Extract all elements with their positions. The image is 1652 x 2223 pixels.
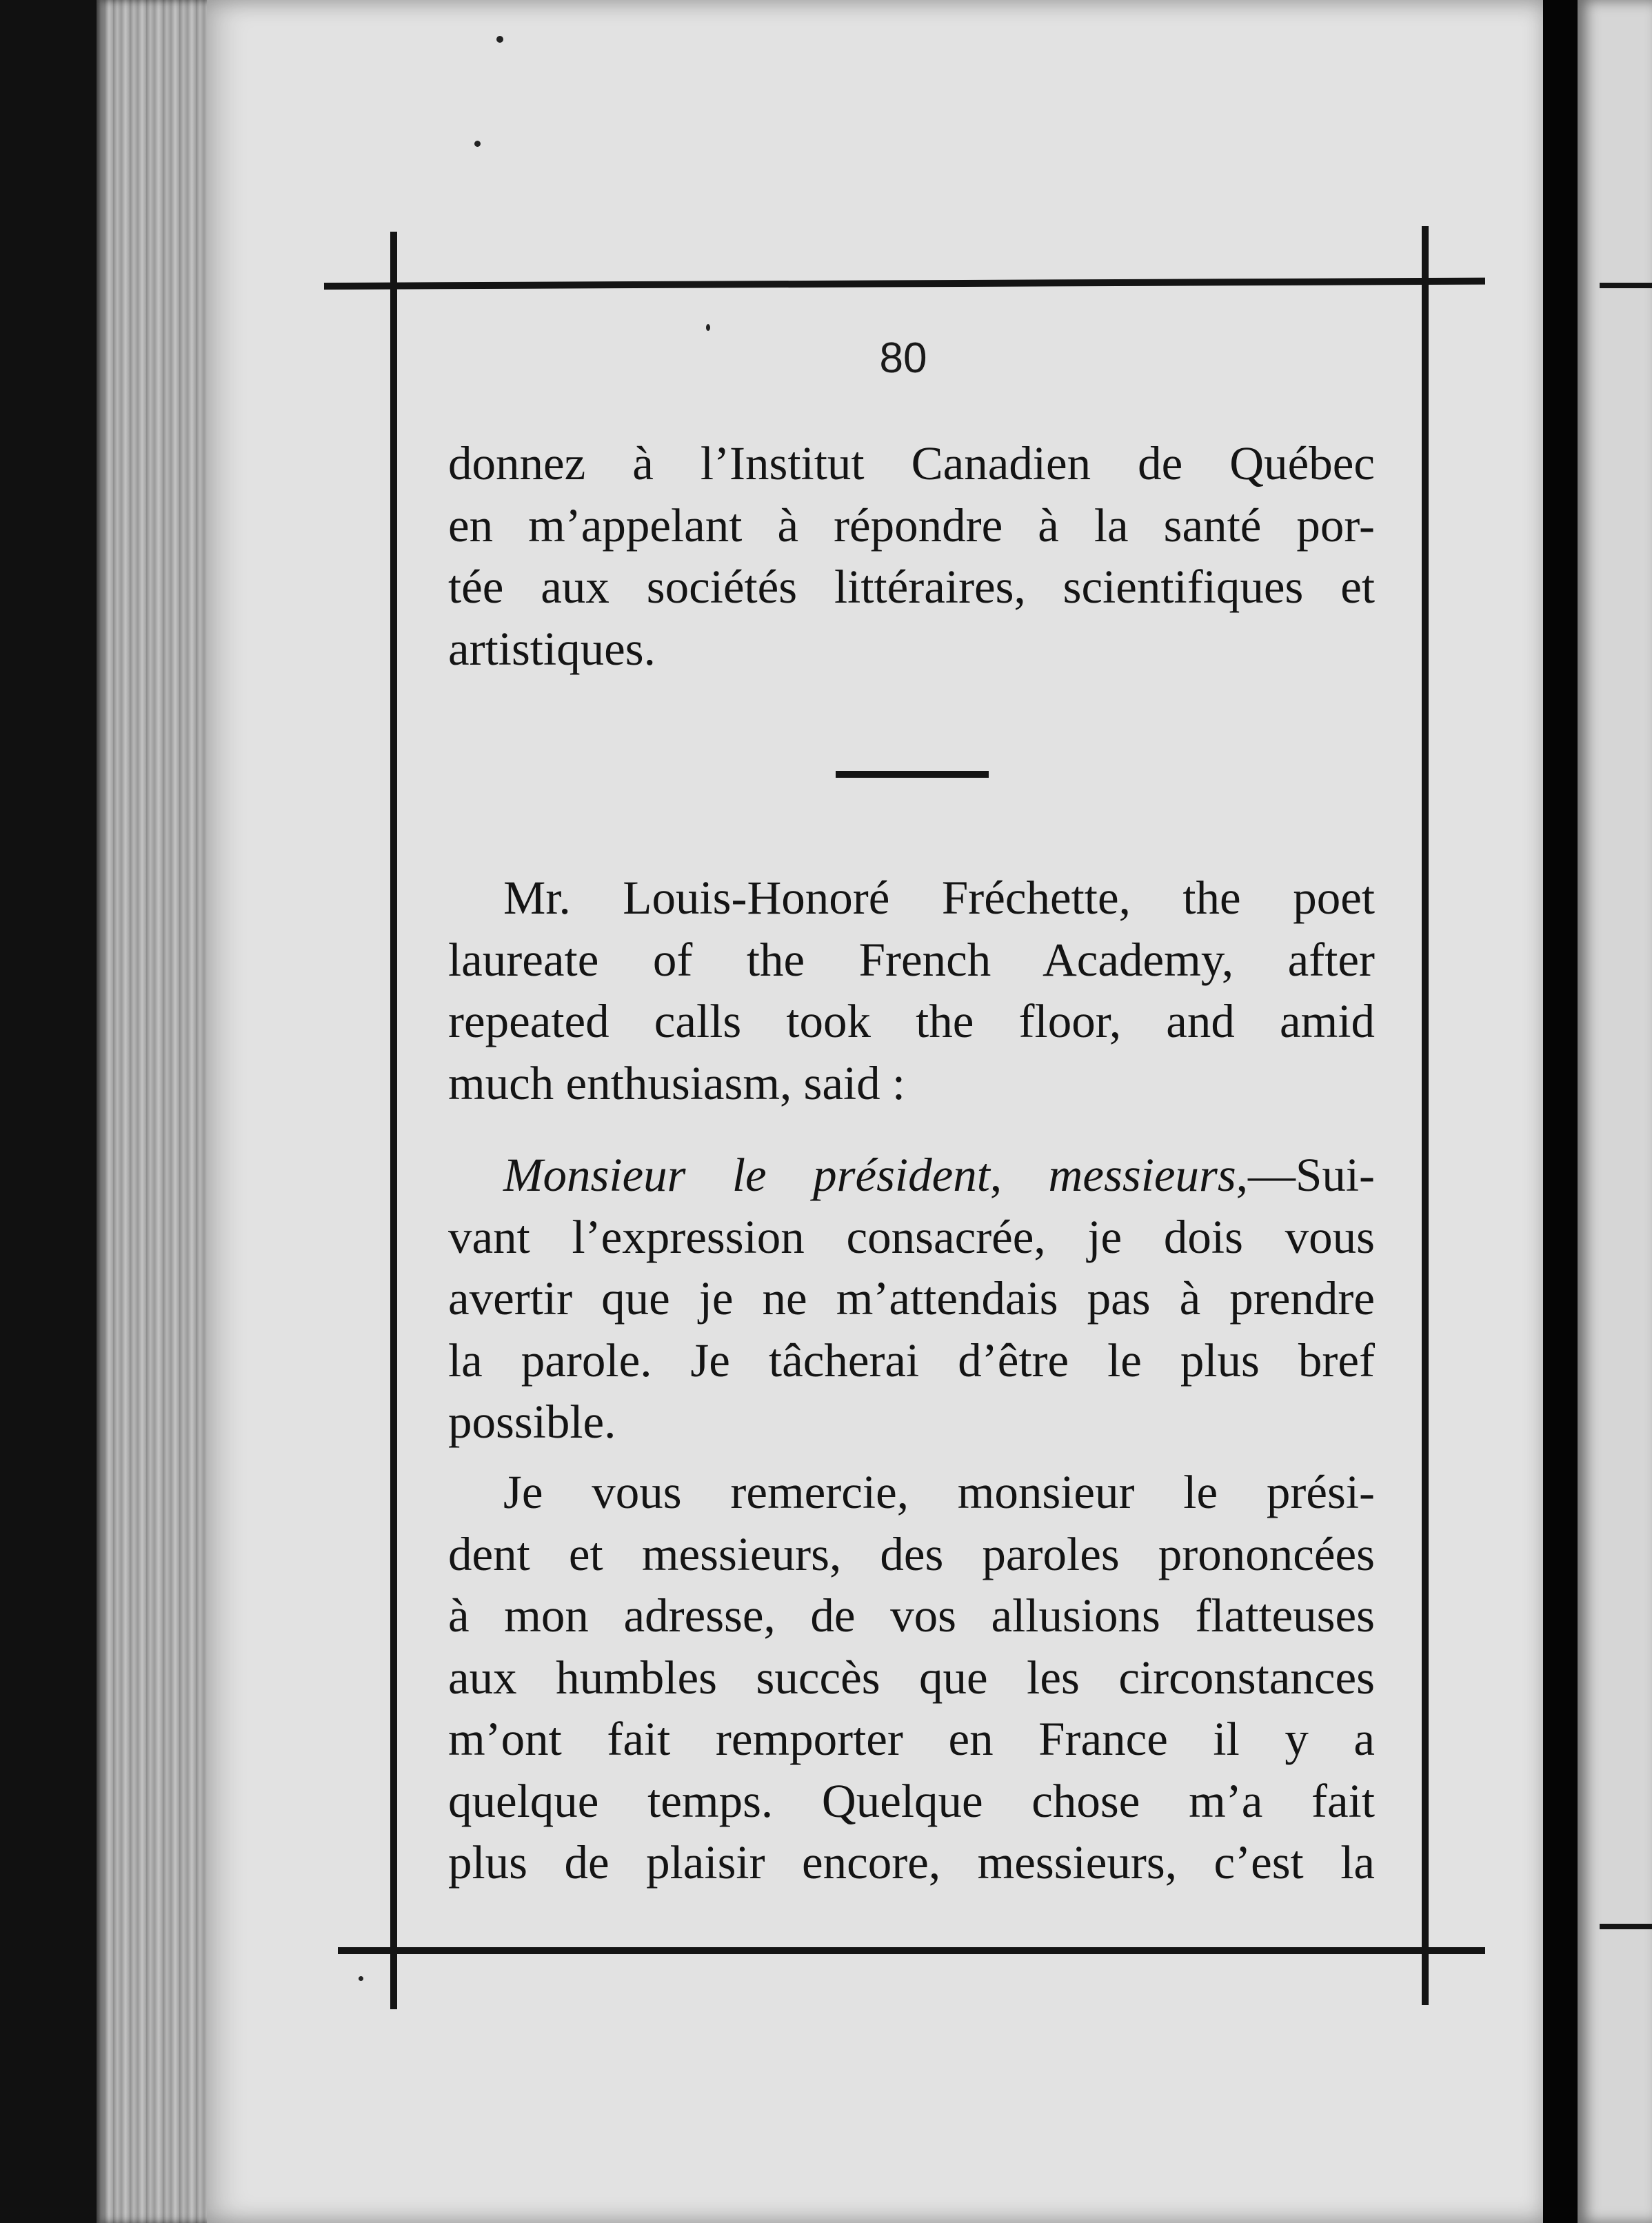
text-line: dent et messieurs, des paroles prononcées — [448, 1527, 1375, 1580]
text-line: tée aux sociétés littéraires, scientifiques et — [448, 561, 1375, 613]
adjacent-page-fragment — [1578, 0, 1652, 2223]
salutation-italic: messieurs — [1048, 1149, 1236, 1201]
speech-paragraph — [448, 1462, 1375, 1894]
adjacent-page-rule-bottom — [1600, 1924, 1652, 1929]
text-line: possible. — [448, 1396, 616, 1448]
narration-paragraph — [448, 867, 1375, 1114]
adjacent-page-rule-top — [1600, 283, 1652, 288]
paper-speck — [496, 36, 503, 43]
section-separator-rule — [836, 771, 989, 778]
text-line: plus de plaisir encore, messieurs, c’est la — [448, 1836, 1375, 1889]
text-line: vant l’expression consacrée, je dois vous — [448, 1210, 1375, 1263]
text-line: Je vous remercie, monsieur le prési- — [503, 1466, 1375, 1518]
text-line: laureate of the French Academy, after — [448, 933, 1375, 986]
text-line: repeated calls took the floor, and amid — [448, 995, 1375, 1047]
speech-opening-paragraph — [448, 1145, 1375, 1454]
text-line: en m’appelant à répondre à la santé por- — [448, 499, 1375, 552]
book-gutter — [1543, 0, 1578, 2223]
text-line: aux humbles succès que les circonstances — [448, 1651, 1375, 1704]
text-line: à mon adresse, de vos allusions flatteuses — [448, 1589, 1375, 1642]
text-line: artistiques. — [448, 622, 656, 675]
text-line: avertir que je ne m’attendais pas à prendre — [448, 1272, 1375, 1325]
paragraph-continuation — [448, 433, 1375, 680]
text-line: much enthusiasm, said : — [448, 1056, 906, 1109]
text-line: donnez à l’Institut Canadien de Québec — [448, 437, 1375, 490]
frame-right-rule — [1422, 226, 1429, 2005]
comma-text: , — [989, 1149, 1049, 1201]
text-line: la parole. Je tâcherai d’être le plus bref — [448, 1334, 1375, 1387]
frame-left-rule — [390, 232, 397, 2009]
text-line — [448, 1145, 1375, 1207]
text-line: m’ont fait remporter en France il y a — [448, 1713, 1375, 1765]
paper-speck — [359, 1976, 363, 1981]
text-fragment: ,—Sui- — [1236, 1149, 1375, 1201]
salutation-italic: Monsieur le président — [503, 1149, 990, 1201]
page-number: 80 — [879, 334, 927, 382]
text-line: quelque temps. Quelque chose m’a fait — [448, 1774, 1375, 1827]
frame-bottom-rule — [338, 1947, 1485, 1954]
paper-speck — [474, 141, 481, 147]
text-line: Mr. Louis-Honoré Fréchette, the poet — [503, 872, 1375, 924]
paper-speck — [706, 324, 710, 331]
